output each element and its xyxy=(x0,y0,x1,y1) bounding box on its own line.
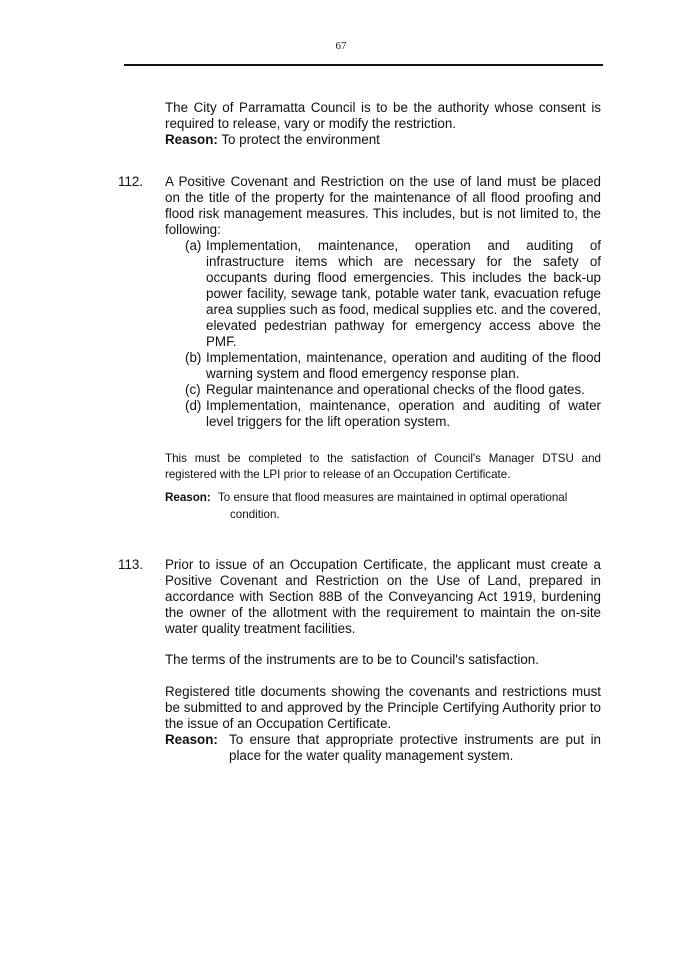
list-item-b xyxy=(185,350,601,382)
list-marker: (c) xyxy=(185,382,201,397)
list-item-text: Implementation, maintenance, operation and auditing of water level triggers for the lift operation system. xyxy=(206,398,601,429)
condition-112-body: A Positive Covenant and Restriction on the use of land must be placed on the title of the property for the maintenance of all flood proofing and flood risk management measures. This includes, but is not limited to, the following: xyxy=(165,174,601,237)
reason-label: Reason: xyxy=(165,491,211,504)
reason-label: Reason: xyxy=(165,132,218,147)
list-item-c xyxy=(185,382,601,398)
condition-113-terms: The terms of the instruments are to be to Council's satisfaction. xyxy=(165,652,539,667)
intro-paragraph xyxy=(165,100,601,148)
list-item-text: Regular maintenance and operational checks of the flood gates. xyxy=(206,382,585,397)
condition-112-reason-line2: condition. xyxy=(230,508,280,521)
list-item-text: Implementation, maintenance, operation and auditing of the flood warning system and flood emergency response plan. xyxy=(206,350,601,381)
condition-number-112: 112. xyxy=(118,174,144,189)
condition-112-reason-label xyxy=(165,490,211,506)
intro-reason xyxy=(165,132,601,148)
header-rule xyxy=(124,64,603,66)
condition-113-registered: Registered title documents showing the covenants and restrictions must be submitted to and approved by the Principle Certifying Authority prior to the issue of an Occupation Certificate. xyxy=(165,684,601,731)
condition-113-body: Prior to issue of an Occupation Certificate, the applicant must create a Positive Covenant and Restriction on the Use of Land, prepared in accordance with Section 88B of the Conveyancing Act 1919, burdening the owner of the allotment with the requirement to maintain the on-site water quality treatment facilities. xyxy=(165,557,601,636)
condition-112-list xyxy=(185,238,601,430)
list-item-a xyxy=(185,238,601,350)
list-marker: (b) xyxy=(185,350,202,365)
condition-113-text xyxy=(165,557,601,637)
condition-113-reason-label: Reason: xyxy=(165,732,218,747)
list-marker: (d) xyxy=(185,398,202,413)
condition-112-reason-line1: To ensure that flood measures are maintained in optimal operational xyxy=(218,491,568,504)
intro-text: The City of Parramatta Council is to be the authority whose consent is required to release, vary or modify the restriction. xyxy=(165,100,601,131)
reason-text: To protect the environment xyxy=(217,132,380,147)
page-number: 67 xyxy=(335,40,347,52)
condition-number-113: 113. xyxy=(118,557,144,572)
condition-112-note: This must be completed to the satisfaction of Council's Manager DTSU and registered with the LPI prior to release of an Occupation Certificate. xyxy=(165,452,601,481)
list-marker: (a) xyxy=(185,238,202,253)
list-item-text: Implementation, maintenance, operation and auditing of infrastructure items which are necessary for the safety of occupants during flood emergencies. This includes the back-up power facility, sewage tank, potable water tank, evacuation refuge area supplies such as food, medical supplies etc. and the covered, elevated pedestrian pathway for emergency access above the PMF. xyxy=(206,238,601,349)
condition-112-text xyxy=(165,174,601,238)
condition-113-reason-line2: place for the water quality management system. xyxy=(229,748,514,763)
condition-113-reason-line1: To ensure that appropriate protective instruments are put in xyxy=(229,732,601,747)
list-item-d xyxy=(185,398,601,430)
